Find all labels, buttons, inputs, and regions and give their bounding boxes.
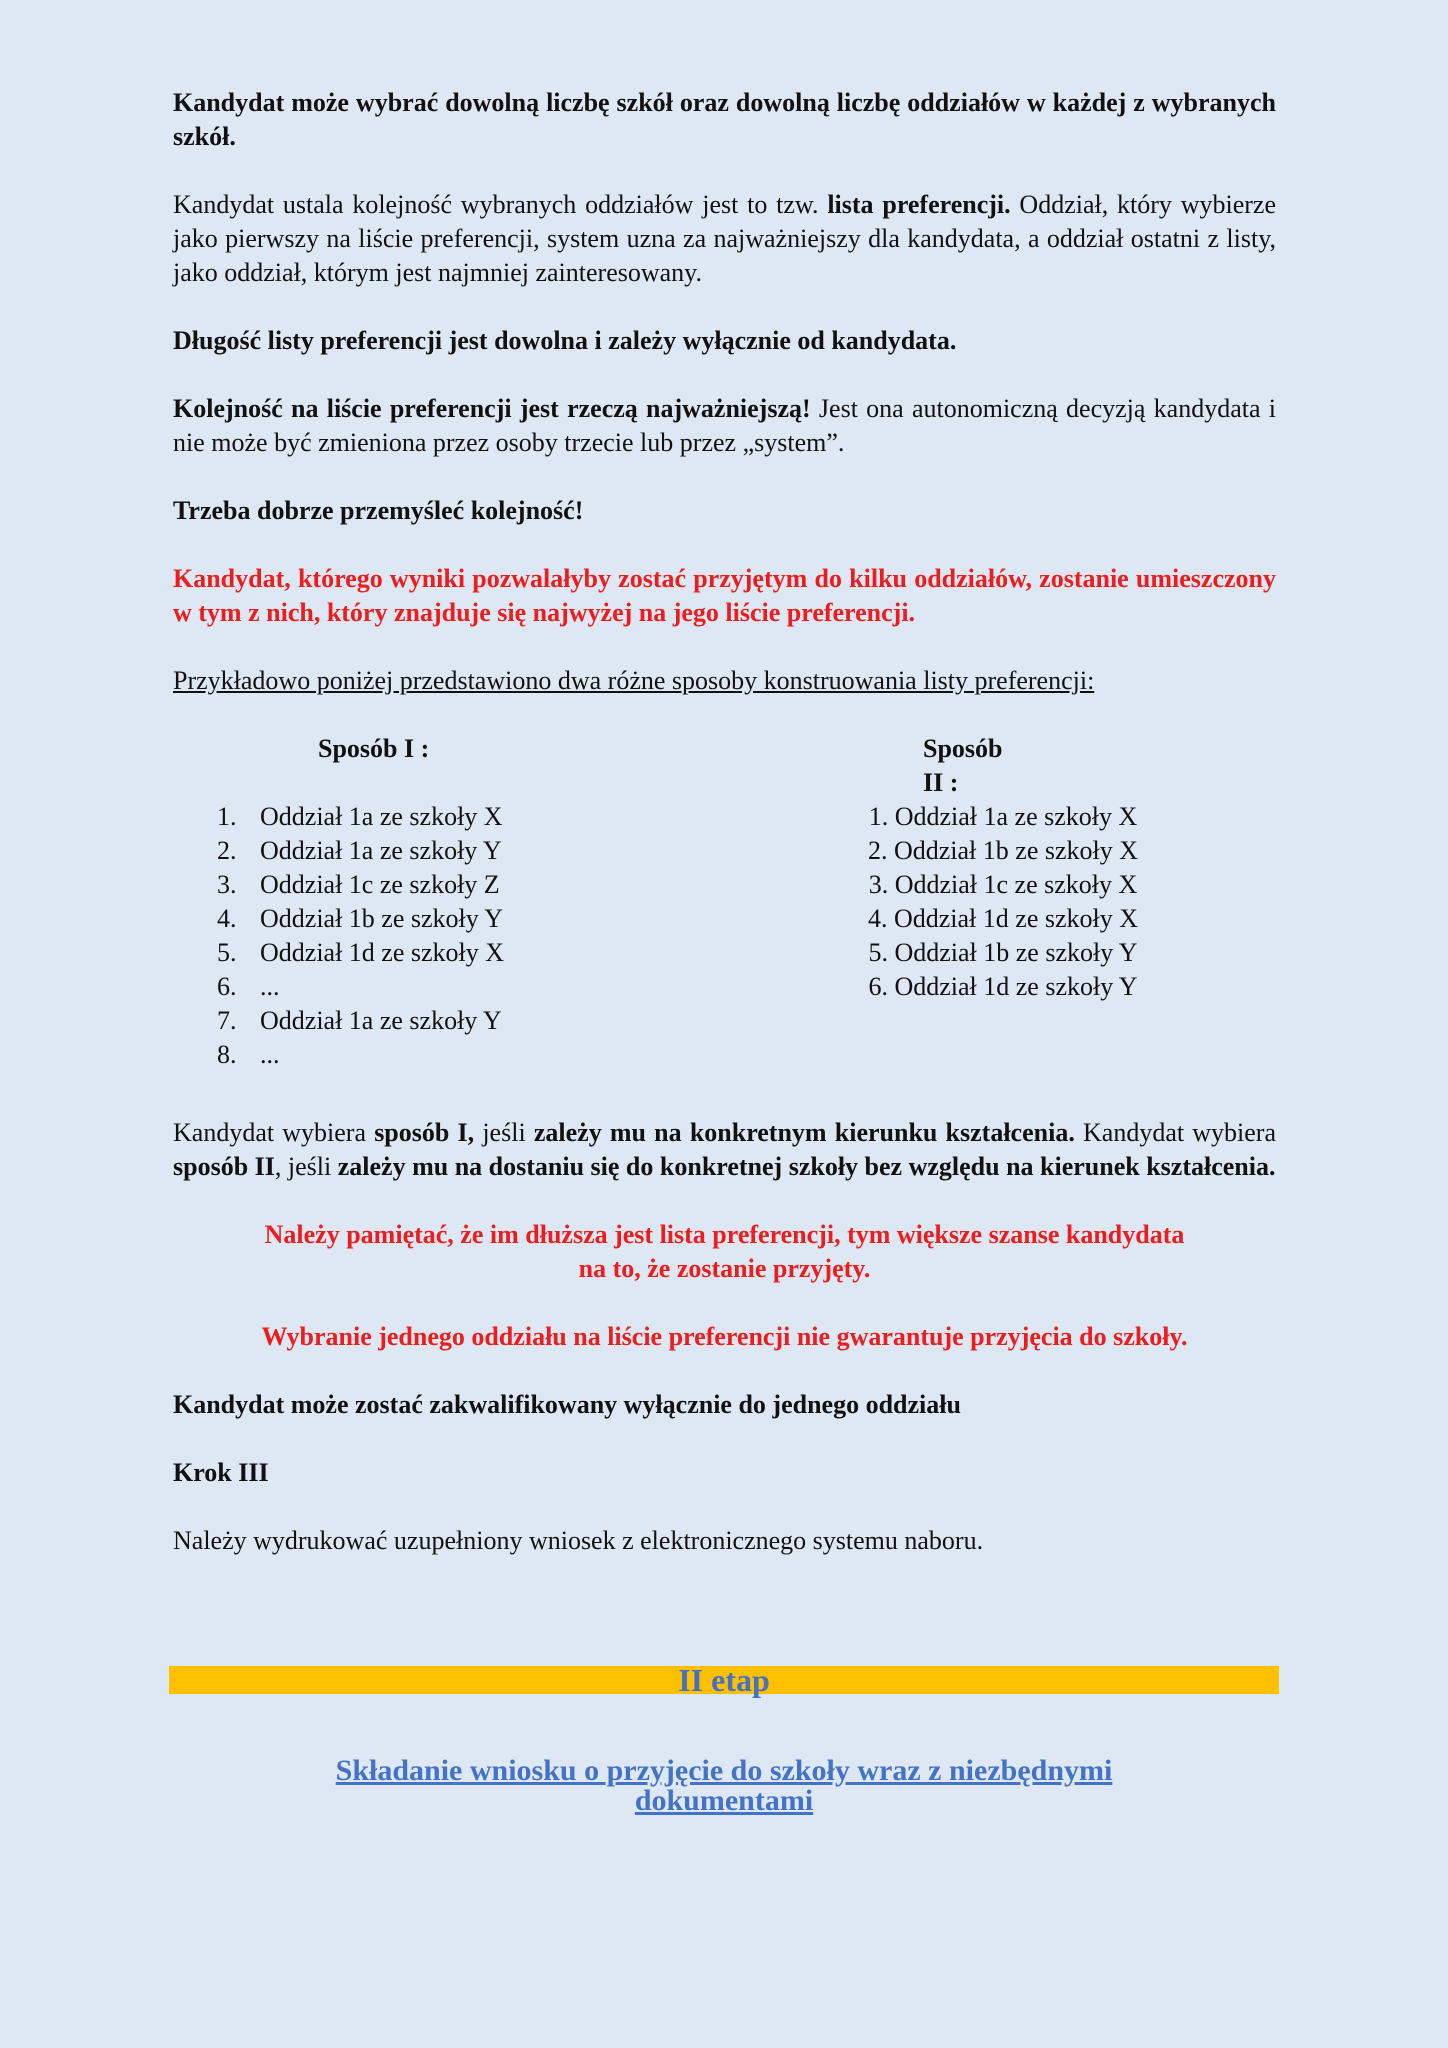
list-item-number: 6. [217, 972, 237, 1001]
list-item-text: Oddział 1a ze szkoły Y [260, 1006, 502, 1035]
para-preference-text2: Oddział, który wybierze jako pierwszy na liście preferencji, system uzna za najważniejszy dla kandydata, a oddział ostatni z listy, jako oddział, którym jest najmniej zainteresowany. [173, 190, 1277, 287]
list-item: 5. Oddział 1b ze szkoły Y [868, 938, 1138, 967]
para-order-text: Jest ona autonomiczną decyzją kandydata i nie może być zmieniona przez osoby trzecie lub przez „system”. [173, 394, 1276, 457]
list-item [173, 1004, 693, 1038]
para-no-guarantee: Wybranie jednego oddziału na liście preferencji nie gwarantuje przyjęcia do szkoły. [261, 1322, 1188, 1351]
sposob-1-title: Sposób I : [318, 734, 430, 763]
para-example-intro [173, 664, 1276, 698]
para-longer-list-note [173, 1218, 1276, 1286]
para-placement-rule: Kandydat, którego wyniki pozwalałyby zostać przyjętym do kilku oddziałów, zostanie umieszczony w tym z nich, który znajduje się najwyżej na jego liście preferencji. [173, 564, 1276, 627]
bold-segment: sposób II [173, 1152, 275, 1181]
list-item-text: Oddział 1a ze szkoły X [260, 802, 503, 831]
example-intro-text: Przykładowo poniżej przedstawiono dwa różne sposoby konstruowania listy preferencji: [173, 666, 1095, 695]
sposob-2-title: Sposób II : [923, 734, 1003, 797]
list-item-number: 4. [217, 904, 237, 933]
text-segment: Kandydat wybiera [173, 1118, 375, 1147]
list-item-text: Oddział 1d ze szkoły X [260, 938, 505, 967]
list-item: 4. Oddział 1d ze szkoły X [867, 904, 1139, 933]
para-think-order: Trzeba dobrze przemyśleć kolejność! [173, 496, 584, 525]
para-preference-text1: Kandydat ustala kolejność wybranych oddziałów jest to tzw. [173, 190, 828, 219]
list-item-number: 8. [217, 1040, 237, 1069]
sposob-2-list [867, 800, 1276, 1004]
para-order-bold: Kolejność na liście preferencji jest rzeczą najważniejszą! [173, 394, 811, 423]
para-order-importance [173, 392, 1276, 460]
list-item [173, 800, 693, 834]
para-list-length: Długość listy preferencji jest dowolna i zależy wyłącznie od kandydata. [173, 326, 957, 355]
list-item [173, 1038, 693, 1072]
sposob-1-column [173, 732, 693, 1072]
list-item-number: 3. [217, 870, 237, 899]
list-item: 1. Oddział 1a ze szkoły X [868, 802, 1138, 831]
para-print-application: Należy wydrukować uzupełniony wniosek z elektronicznego systemu naboru. [173, 1526, 984, 1555]
bold-segment: zależy mu na konkretnym kierunku kształcenia. [533, 1118, 1075, 1147]
sposob-2-column [867, 732, 1276, 1004]
list-item-text: Oddział 1a ze szkoły Y [260, 836, 502, 865]
list-item-text: ... [260, 1040, 280, 1069]
para-preference-term: lista preferencji. [827, 190, 1011, 219]
bold-segment: sposób I, [374, 1118, 475, 1147]
list-item-number: 2. [217, 836, 237, 865]
list-item-text: Oddział 1b ze szkoły Y [260, 904, 504, 933]
bold-segment: zależy mu na dostaniu się do konkretnej szkoły bez względu na kierunek kształcenia. [337, 1152, 1276, 1181]
list-item [173, 902, 693, 936]
list-item: 6. Oddział 1d ze szkoły Y [868, 972, 1138, 1001]
para-preference-order [173, 188, 1276, 290]
text-segment: jeśli [474, 1118, 534, 1147]
list-item-number: 1. [217, 802, 237, 831]
para-choice-explanation [173, 1116, 1276, 1184]
list-item-text: Oddział 1c ze szkoły Z [260, 870, 500, 899]
para-choice-freedom: Kandydat może wybrać dowolną liczbę szkół oraz dowolną liczbę oddziałów w każdej z wybranych szkół. [173, 88, 1276, 151]
heading-line-2[interactable]: dokumentami [634, 1784, 814, 1817]
list-item-number: 7. [217, 1006, 237, 1035]
list-item [173, 936, 693, 970]
para-single-class: Kandydat może zostać zakwalifikowany wyłącznie do jednego oddziału [173, 1390, 961, 1419]
list-item [173, 970, 693, 1004]
text-segment: Kandydat wybiera [1074, 1118, 1277, 1147]
heading-line-1[interactable]: Składanie wniosku o przyjęcie do szkoły wraz z niezbędnymi [335, 1754, 1113, 1787]
step-heading: Krok III [173, 1458, 269, 1487]
text-segment: , jeśli [274, 1152, 338, 1181]
note-line-1: Należy pamiętać, że im dłuższa jest lista preferencji, tym większe szanse kandydata [264, 1220, 1185, 1249]
note-line-2: na to, że zostanie przyjęty. [578, 1254, 871, 1283]
examples-columns [173, 732, 1276, 1082]
list-item: 2. Oddział 1b ze szkoły X [867, 836, 1139, 865]
sposob-1-list [173, 800, 693, 1072]
application-link-heading[interactable] [169, 1756, 1279, 1816]
list-item-text: ... [260, 972, 280, 1001]
list-item [173, 868, 693, 902]
list-item [173, 834, 693, 868]
document-body [173, 86, 1276, 1592]
list-item-number: 5. [217, 938, 237, 967]
etap-heading: II etap [678, 1662, 770, 1698]
list-item: 3. Oddział 1c ze szkoły X [868, 870, 1138, 899]
